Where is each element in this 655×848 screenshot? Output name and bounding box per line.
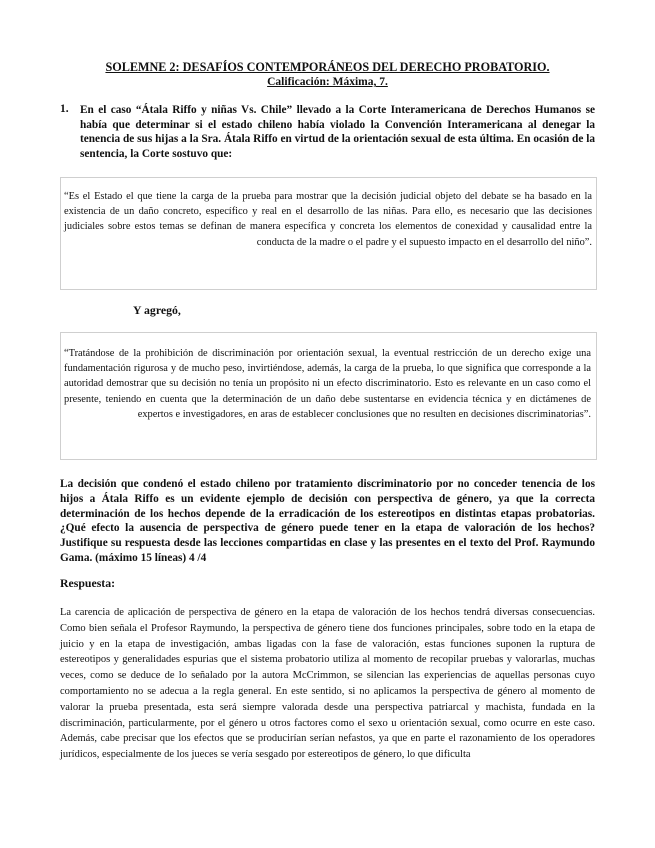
- quote-box-2: [60, 332, 597, 460]
- question-number: 1.: [60, 103, 69, 115]
- quote-2-text: “Tratándose de la prohibición de discriminación por orientación sexual, la eventual restricción de un derecho exige una fundamentación rigurosa y de mucho peso, invirtiéndose, además, la carga de la prueba, lo que significa que corresponde a la autoridad demostrar que su decisión no tenía un propósito ni un efecto discriminatorio. Esto es relevante en un caso como el presente, teniendo en cuenta que la determinación de un daño debe sustentarse en evidencia técnica y en dictámenes de expertos e investigadores, en aras de establecer conclusiones que no resulten en decisiones discriminatorias”.: [64, 348, 591, 420]
- quote-box-1: [60, 177, 597, 290]
- document-title: SOLEMNE 2: DESAFÍOS CONTEMPORÁNEOS DEL DERECHO PROBATORIO.: [105, 60, 550, 74]
- grade-line: Calificación: Máxima, 7.: [267, 76, 388, 88]
- question-2-text: La decisión que condenó el estado chileno por tratamiento discriminatorio por no conceder tenencia de los hijos a Átala Riffo es un evidente ejemplo de decisión con perspectiva de género, ya que la correcta determinación de los hechos depende de la erradicación de los estereotipos en distintas etapas probatorias. ¿Qué efecto la ausencia de perspectiva de género puede tener en la etapa de valoración de los hechos? Justifique su respuesta desde las lecciones compartidas en clase y las presentes en el texto del Prof. Raymundo Gama. (máximo 15 líneas) 4 /4: [60, 478, 595, 564]
- quote-1-text: “Es el Estado el que tiene la carga de la prueba para mostrar que la decisión judicial objeto del debate se ha basado en la existencia de un daño concreto, específico y real en el desarrollo de las niñas. Para ello, es necesario que las decisiones judiciales sobre estos temas se definan de manera específica y concreta los elementos de conexidad y causalidad entre la conducta de la madre o el padre y el supuesto impacto en el desarrollo del niño”.: [64, 191, 592, 248]
- answer-label: Respuesta:: [60, 576, 116, 590]
- question-1-text: En el caso “Átala Riffo y niñas Vs. Chile” llevado a la Corte Interamericana de Derechos Humanos se había que determinar si el estado chileno había violado la Convención Interamericana al denegar la tenencia de sus hijas a la Sra. Átala Riffo en virtud de la orientación sexual de esta última. En ocasión de la sentencia, la Corte sostuvo que:: [80, 104, 595, 161]
- connector-text: Y agregó,: [133, 303, 181, 317]
- answer-text: La carencia de aplicación de perspectiva de género en la etapa de valoración de los hechos tendrá diversas consecuencias. Como bien señala el Profesor Raymundo, la perspectiva de género tiene dos funciones principales, sobre todo en la etapa de juicio y en la etapa de investigación, ambas ligadas con la fase de valoración, estas funciones suponen la ruptura de estereotipos y generalidades espurias que el sistema probatorio utiliza al momento de recopilar pruebas y valorarlas, muchas veces, como se deduce de lo señalado por la autora McCrimmon, se silencian las experiencias de aquellas personas cuyo comportamiento no se adecua a la regla general. En este sentido, si no aplicamos la perspectiva de género al momento de valorar la prueba presentada, esta será siempre valorada desde una perspectiva patriarcal y machista, fundada en la discriminación, particularmente, por el género u otros factores como el sexo u orientación sexual, como ocurre en este caso. Además, cabe precisar que los efectos que se producirían serían nefastos, ya que en parte el razonamiento de los operadores jurídicos, especialmente de los jueces se vería sesgado por estereotipos de género, lo que dificulta: [60, 607, 595, 761]
